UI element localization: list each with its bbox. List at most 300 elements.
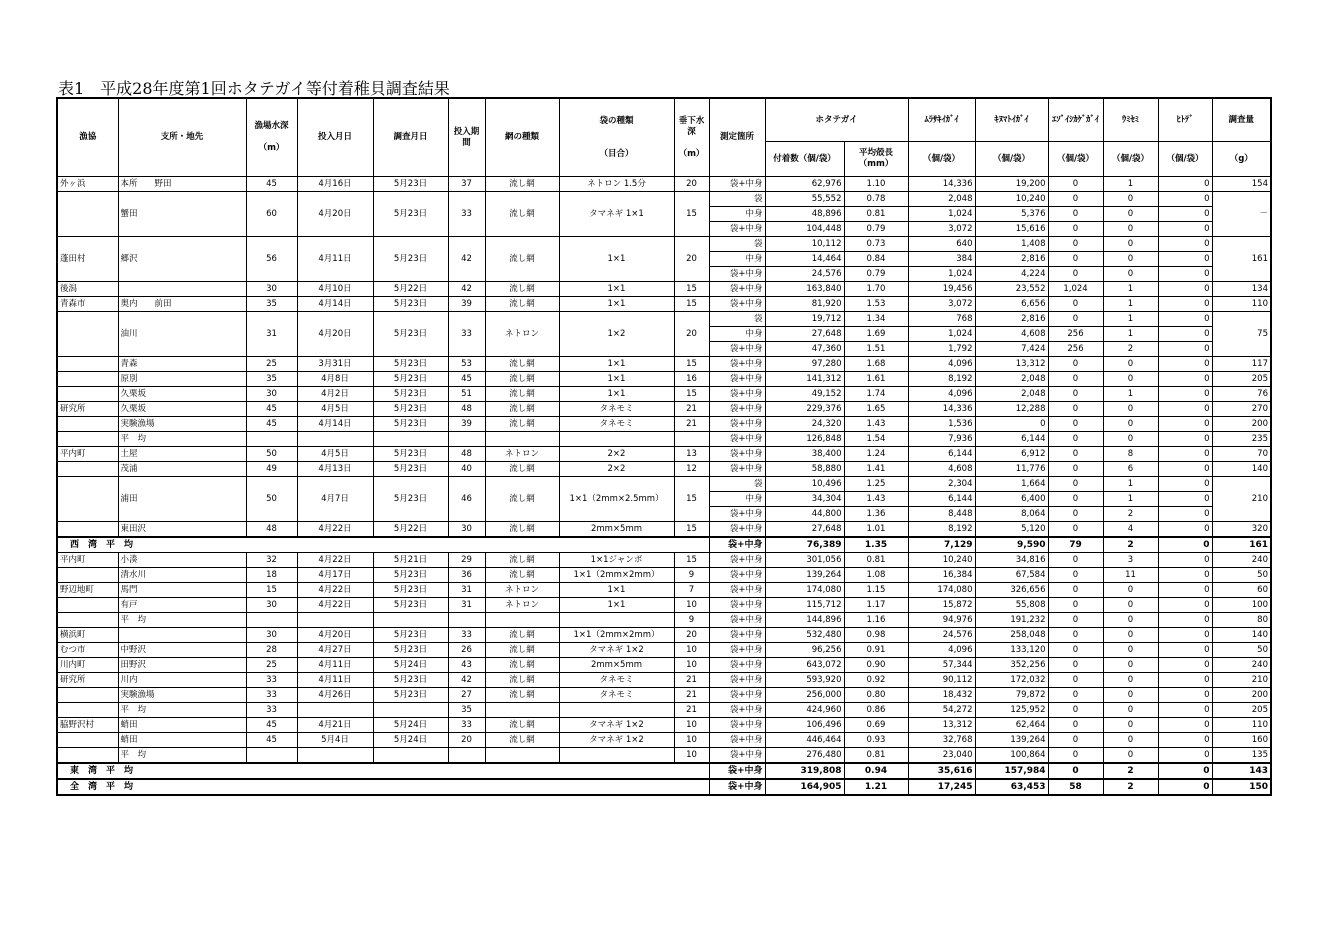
table-row (57, 402, 1271, 417)
cell-kikan: 31 (448, 583, 485, 598)
cell-murasaki: 1,024 (908, 267, 975, 282)
cell-kikan (448, 432, 485, 447)
cell-tounyu: 4月26日 (297, 688, 373, 703)
cell-fuchaku: 49,152 (765, 387, 844, 402)
cell-sokutei: 袋+中身 (709, 658, 765, 673)
cell-kinu: 5,120 (975, 522, 1048, 538)
cell-gyokyo (57, 192, 118, 237)
cell-chosa (373, 748, 448, 764)
cell-tounyu: 4月20日 (297, 192, 373, 237)
cell-suishin: 33 (246, 703, 297, 718)
cell-murasaki: 4,096 (908, 643, 975, 658)
cell-chosa: 5月24日 (373, 733, 448, 748)
cell-kinu: 5,376 (975, 207, 1048, 222)
cell-fuchaku: 38,400 (765, 447, 844, 462)
cell-suishin: 32 (246, 553, 297, 568)
cell-sokutei: 中身 (709, 327, 765, 342)
cell-kikan: 53 (448, 357, 485, 372)
cell-suika: 15 (674, 387, 709, 402)
cell-ami: 流し網 (485, 688, 559, 703)
cell-murasaki: 7,129 (908, 537, 975, 553)
cell-umi: 0 (1103, 748, 1158, 764)
cell-umi: 0 (1103, 733, 1158, 748)
cell-ami: 流し網 (485, 177, 559, 192)
cell-kinu: 67,584 (975, 568, 1048, 583)
cell-chosa: 5月23日 (373, 643, 448, 658)
cell-kikan: 30 (448, 522, 485, 538)
cell-murasaki: 640 (908, 237, 975, 252)
cell-murasaki: 57,344 (908, 658, 975, 673)
cell-umi: 1 (1103, 312, 1158, 327)
cell-murasaki: 35,616 (908, 763, 975, 779)
cell-kinu: 15,616 (975, 222, 1048, 237)
cell-heikin: 1.68 (844, 357, 908, 372)
cell-ezo: 0 (1048, 417, 1103, 432)
cell-heikin: 1.61 (844, 372, 908, 387)
cell-suika: 13 (674, 447, 709, 462)
cell-fuchaku: 44,800 (765, 507, 844, 522)
cell-suika: 20 (674, 312, 709, 357)
table-row (57, 387, 1271, 402)
cell-shisho: 蛸田 (118, 733, 246, 748)
cell-fuchaku: 10,496 (765, 477, 844, 492)
cell-heikin: 1.74 (844, 387, 908, 402)
cell-kinu: 1,408 (975, 237, 1048, 252)
cell-kinu: 10,240 (975, 192, 1048, 207)
cell-juryo: 117 (1212, 357, 1271, 372)
cell-hitode: 0 (1158, 342, 1212, 357)
header-hitode-unit: （個/袋） (1158, 142, 1212, 177)
header-fukuro-unit: （目合） (599, 148, 634, 159)
cell-shisho: 馬門 (118, 583, 246, 598)
cell-umi: 0 (1103, 357, 1158, 372)
cell-fukuro: タマネギ 1×1 (559, 192, 674, 237)
header-fukuro-label: 袋の種類 (599, 115, 634, 126)
cell-sokutei: 袋 (709, 237, 765, 252)
cell-juryo: 240 (1212, 553, 1271, 568)
cell-murasaki: 90,112 (908, 673, 975, 688)
cell-sokutei: 袋 (709, 312, 765, 327)
cell-chosa: 5月23日 (373, 417, 448, 432)
cell-fukuro: タネモミ (559, 402, 674, 417)
cell-umi: 0 (1103, 207, 1158, 222)
cell-murasaki: 174,080 (908, 583, 975, 598)
cell-gyokyo (57, 733, 118, 748)
cell-juryo: 60 (1212, 583, 1271, 598)
cell-fuchaku: 24,576 (765, 267, 844, 282)
cell-hitode: 0 (1158, 779, 1212, 795)
cell-chosa: 5月23日 (373, 583, 448, 598)
cell-heikin: 1.21 (844, 779, 908, 795)
cell-kinu: 125,952 (975, 703, 1048, 718)
cell-ezo: 256 (1048, 327, 1103, 342)
cell-fuchaku: 446,464 (765, 733, 844, 748)
cell-ami: 流し網 (485, 628, 559, 643)
cell-hitode: 0 (1158, 763, 1212, 779)
table-row (57, 613, 1271, 628)
cell-kikan: 20 (448, 733, 485, 748)
cell-fukuro: タマネギ 1×2 (559, 733, 674, 748)
cell-ezo: 0 (1048, 402, 1103, 417)
cell-shisho: 土屋 (118, 447, 246, 462)
cell-juryo: 75 (1212, 312, 1271, 357)
table-row (57, 297, 1271, 312)
cell-heikin: 1.15 (844, 583, 908, 598)
cell-suika: 9 (674, 613, 709, 628)
cell-kinu: 1,664 (975, 477, 1048, 492)
cell-hitode: 0 (1158, 432, 1212, 447)
cell-fuchaku: 14,464 (765, 252, 844, 267)
cell-suika: 21 (674, 688, 709, 703)
cell-ami: 流し網 (485, 553, 559, 568)
cell-fukuro (559, 432, 674, 447)
cell-kikan: 31 (448, 598, 485, 613)
cell-gyokyo: 後潟 (57, 282, 118, 297)
cell-kikan: 40 (448, 462, 485, 477)
cell-fuchaku: 58,880 (765, 462, 844, 477)
cell-sokutei: 袋+中身 (709, 628, 765, 643)
cell-heikin: 1.08 (844, 568, 908, 583)
cell-sokutei: 袋+中身 (709, 643, 765, 658)
cell-shisho: 本所 野田 (118, 177, 246, 192)
cell-suika: 12 (674, 462, 709, 477)
cell-fuchaku: 27,648 (765, 522, 844, 538)
cell-gyokyo (57, 372, 118, 387)
cell-umi: 1 (1103, 177, 1158, 192)
cell-suishin: 35 (246, 372, 297, 387)
cell-shisho: 平 均 (118, 613, 246, 628)
header-ezo-unit: （個/袋） (1048, 142, 1103, 177)
cell-kinu: 34,816 (975, 553, 1048, 568)
cell-gyokyo: 蓬田村 (57, 237, 118, 282)
cell-ami: 流し網 (485, 192, 559, 237)
cell-heikin: 0.92 (844, 673, 908, 688)
cell-umi: 1 (1103, 297, 1158, 312)
cell-shisho: 有戸 (118, 598, 246, 613)
cell-kinu: 2,048 (975, 387, 1048, 402)
cell-ami: 流し網 (485, 357, 559, 372)
cell-heikin: 0.84 (844, 252, 908, 267)
cell-kikan: 36 (448, 568, 485, 583)
cell-sokutei: 袋+中身 (709, 297, 765, 312)
cell-juryo: 143 (1212, 763, 1271, 779)
cell-hitode: 0 (1158, 733, 1212, 748)
cell-suishin: 45 (246, 402, 297, 417)
cell-kinu: 139,264 (975, 733, 1048, 748)
cell-murasaki: 14,336 (908, 402, 975, 417)
cell-kinu: 191,232 (975, 613, 1048, 628)
cell-umi: 2 (1103, 507, 1158, 522)
cell-fuchaku: 55,552 (765, 192, 844, 207)
cell-gyokyo (57, 312, 118, 357)
cell-umi: 2 (1103, 779, 1158, 795)
cell-umi: 3 (1103, 553, 1158, 568)
cell-suika: 10 (674, 643, 709, 658)
cell-gyokyo (57, 357, 118, 372)
cell-sokutei: 袋+中身 (709, 402, 765, 417)
cell-ami: 流し網 (485, 297, 559, 312)
cell-fukuro: 1×1 (559, 297, 674, 312)
cell-kinu: 4,608 (975, 327, 1048, 342)
cell-gyokyo (57, 568, 118, 583)
cell-kinu: 79,872 (975, 688, 1048, 703)
cell-heikin: 1.25 (844, 477, 908, 492)
cell-ezo: 0 (1048, 252, 1103, 267)
cell-chosa: 5月23日 (373, 688, 448, 703)
cell-fukuro: 2mm×5mm (559, 522, 674, 538)
cell-ezo: 0 (1048, 748, 1103, 764)
cell-ami: 流し網 (485, 282, 559, 297)
cell-sokutei: 袋+中身 (709, 357, 765, 372)
cell-ezo: 0 (1048, 312, 1103, 327)
cell-tounyu: 4月11日 (297, 673, 373, 688)
cell-ezo: 0 (1048, 357, 1103, 372)
cell-juryo: 160 (1212, 733, 1271, 748)
cell-suika (674, 432, 709, 447)
cell-kikan: 27 (448, 688, 485, 703)
table-row (57, 718, 1271, 733)
cell-fukuro: 2×2 (559, 462, 674, 477)
cell-hitode: 0 (1158, 628, 1212, 643)
cell-heikin: 0.91 (844, 643, 908, 658)
header-fuchaku: 付着数（個/袋） (765, 142, 844, 177)
cell-ezo: 0 (1048, 598, 1103, 613)
cell-murasaki: 1,792 (908, 342, 975, 357)
cell-hitode: 0 (1158, 417, 1212, 432)
cell-chosa (373, 703, 448, 718)
cell-hitode: 0 (1158, 222, 1212, 237)
cell-ami (485, 748, 559, 764)
cell-suishin (246, 432, 297, 447)
cell-heikin: 0.73 (844, 237, 908, 252)
survey-table-body (57, 177, 1271, 796)
cell-umi: 1 (1103, 282, 1158, 297)
cell-ezo: 0 (1048, 207, 1103, 222)
cell-chosa: 5月23日 (373, 568, 448, 583)
cell-ezo: 0 (1048, 553, 1103, 568)
cell-kikan (448, 613, 485, 628)
cell-hitode: 0 (1158, 462, 1212, 477)
cell-suishin (246, 613, 297, 628)
cell-gyokyo (57, 462, 118, 477)
cell-suika: 7 (674, 583, 709, 598)
cell-suishin: 45 (246, 177, 297, 192)
cell-kinu: 258,048 (975, 628, 1048, 643)
cell-gyokyo: 横浜町 (57, 628, 118, 643)
cell-fukuro (559, 613, 674, 628)
cell-kinu: 8,064 (975, 507, 1048, 522)
cell-kinu: 11,776 (975, 462, 1048, 477)
cell-sokutei: 袋+中身 (709, 688, 765, 703)
cell-murasaki: 2,304 (908, 477, 975, 492)
cell-sokutei: 袋+中身 (709, 522, 765, 538)
cell-heikin: 0.79 (844, 222, 908, 237)
cell-fuchaku: 593,920 (765, 673, 844, 688)
cell-suika: 20 (674, 237, 709, 282)
cell-juryo: 134 (1212, 282, 1271, 297)
cell-chosa: 5月23日 (373, 192, 448, 237)
cell-heikin: 1.41 (844, 462, 908, 477)
header-chosa: 調査月日 (373, 98, 448, 177)
header-juryo-unit: （g） (1212, 142, 1271, 177)
cell-murasaki: 1,024 (908, 327, 975, 342)
cell-murasaki: 1,024 (908, 207, 975, 222)
header-hotate: ホタテガイ (765, 98, 908, 142)
cell-suishin: 45 (246, 718, 297, 733)
table-row (57, 357, 1271, 372)
cell-shisho: 実験漁場 (118, 688, 246, 703)
cell-sokutei: 袋+中身 (709, 222, 765, 237)
cell-suika: 10 (674, 733, 709, 748)
cell-hitode: 0 (1158, 537, 1212, 553)
cell-ami: 流し網 (485, 387, 559, 402)
cell-heikin: 1.70 (844, 282, 908, 297)
cell-kikan: 48 (448, 402, 485, 417)
cell-kikan: 43 (448, 658, 485, 673)
cell-umi: 1 (1103, 492, 1158, 507)
cell-fuchaku: 319,808 (765, 763, 844, 779)
cell-fuchaku: 34,304 (765, 492, 844, 507)
cell-suika: 20 (674, 628, 709, 643)
cell-fuchaku: 256,000 (765, 688, 844, 703)
cell-tounyu: 4月14日 (297, 417, 373, 432)
cell-ami: 流し網 (485, 718, 559, 733)
cell-umi: 2 (1103, 763, 1158, 779)
cell-suika: 15 (674, 357, 709, 372)
cell-fuchaku: 139,264 (765, 568, 844, 583)
header-suika-unit: （m） (678, 148, 705, 159)
table-row (57, 447, 1271, 462)
cell-sokutei: 袋+中身 (709, 568, 765, 583)
cell-ezo: 0 (1048, 492, 1103, 507)
cell-gyokyo (57, 522, 118, 538)
page-title: 表1 平成28年度第1回ホタテガイ等付着稚貝調査結果 (58, 79, 450, 98)
table-row (57, 237, 1271, 252)
cell-juryo: 140 (1212, 462, 1271, 477)
header-umi: ｳﾐｾﾐ (1103, 98, 1158, 142)
cell-juryo: 205 (1212, 372, 1271, 387)
cell-tounyu: 4月22日 (297, 522, 373, 538)
cell-sokutei: 袋+中身 (709, 342, 765, 357)
cell-suishin (246, 748, 297, 764)
cell-ami: 流し網 (485, 658, 559, 673)
cell-suika: 21 (674, 673, 709, 688)
cell-heikin: 0.86 (844, 703, 908, 718)
cell-kinu: 9,590 (975, 537, 1048, 553)
cell-juryo: 100 (1212, 598, 1271, 613)
cell-gyokyo: 外ヶ浜 (57, 177, 118, 192)
cell-umi: 0 (1103, 417, 1158, 432)
cell-murasaki: 17,245 (908, 779, 975, 795)
cell-kikan: 51 (448, 387, 485, 402)
cell-kinu: 0 (975, 417, 1048, 432)
cell-shisho: 東田沢 (118, 522, 246, 538)
cell-sokutei: 袋 (709, 477, 765, 492)
cell-tounyu: 4月5日 (297, 447, 373, 462)
cell-juryo: 235 (1212, 432, 1271, 447)
cell-hitode: 0 (1158, 507, 1212, 522)
cell-tounyu: 4月16日 (297, 177, 373, 192)
cell-murasaki: 6,144 (908, 447, 975, 462)
cell-murasaki: 32,768 (908, 733, 975, 748)
cell-suishin: 33 (246, 688, 297, 703)
cell-ezo: 0 (1048, 628, 1103, 643)
table-row (57, 417, 1271, 432)
cell-ami: 流し網 (485, 477, 559, 522)
cell-shisho: 久栗坂 (118, 387, 246, 402)
cell-suika: 10 (674, 718, 709, 733)
cell-hitode: 0 (1158, 177, 1212, 192)
cell-suika: 15 (674, 553, 709, 568)
summary-label: 東 湾 平 均 (57, 763, 709, 779)
cell-juryo: 200 (1212, 417, 1271, 432)
cell-chosa: 5月23日 (373, 372, 448, 387)
cell-gyokyo: むつ市 (57, 643, 118, 658)
cell-fuchaku: 229,376 (765, 402, 844, 417)
cell-ezo: 0 (1048, 387, 1103, 402)
cell-juryo: 50 (1212, 643, 1271, 658)
table-row (57, 688, 1271, 703)
cell-suishin: 30 (246, 282, 297, 297)
header-ami: 網の種類 (485, 98, 559, 177)
cell-fukuro: 1×1（2mm×2mm） (559, 628, 674, 643)
cell-fukuro (559, 748, 674, 764)
cell-heikin: 1.43 (844, 417, 908, 432)
cell-tounyu: 3月31日 (297, 357, 373, 372)
cell-chosa: 5月23日 (373, 237, 448, 282)
cell-umi: 8 (1103, 447, 1158, 462)
cell-tounyu: 4月22日 (297, 583, 373, 598)
cell-murasaki: 23,040 (908, 748, 975, 764)
cell-umi: 0 (1103, 252, 1158, 267)
cell-umi: 11 (1103, 568, 1158, 583)
cell-umi: 0 (1103, 237, 1158, 252)
cell-kinu: 326,656 (975, 583, 1048, 598)
cell-tounyu (297, 432, 373, 447)
cell-kinu: 100,864 (975, 748, 1048, 764)
table-row (57, 477, 1271, 492)
cell-tounyu: 4月20日 (297, 312, 373, 357)
cell-tounyu (297, 703, 373, 718)
cell-kikan: 29 (448, 553, 485, 568)
cell-tounyu: 4月5日 (297, 402, 373, 417)
cell-shisho: 浦田 (118, 477, 246, 522)
cell-chosa: 5月22日 (373, 522, 448, 538)
cell-fukuro: タネモミ (559, 673, 674, 688)
cell-kinu: 23,552 (975, 282, 1048, 297)
cell-fukuro: 1×1 (559, 372, 674, 387)
cell-kinu: 6,144 (975, 432, 1048, 447)
header-kinu-unit: （個/袋） (975, 142, 1048, 177)
cell-suishin: 31 (246, 312, 297, 357)
cell-fuchaku: 24,320 (765, 417, 844, 432)
cell-fuchaku: 47,360 (765, 342, 844, 357)
cell-juryo: 135 (1212, 748, 1271, 764)
cell-fuchaku: 97,280 (765, 357, 844, 372)
cell-ezo: 0 (1048, 222, 1103, 237)
cell-heikin: 1.36 (844, 507, 908, 522)
cell-ezo: 0 (1048, 297, 1103, 312)
cell-hitode: 0 (1158, 297, 1212, 312)
cell-murasaki: 7,936 (908, 432, 975, 447)
cell-juryo: 205 (1212, 703, 1271, 718)
cell-heikin: 0.94 (844, 763, 908, 779)
cell-chosa: 5月23日 (373, 598, 448, 613)
cell-fuchaku: 27,648 (765, 327, 844, 342)
cell-gyokyo (57, 432, 118, 447)
cell-shisho: 茂浦 (118, 462, 246, 477)
cell-sokutei: 中身 (709, 492, 765, 507)
